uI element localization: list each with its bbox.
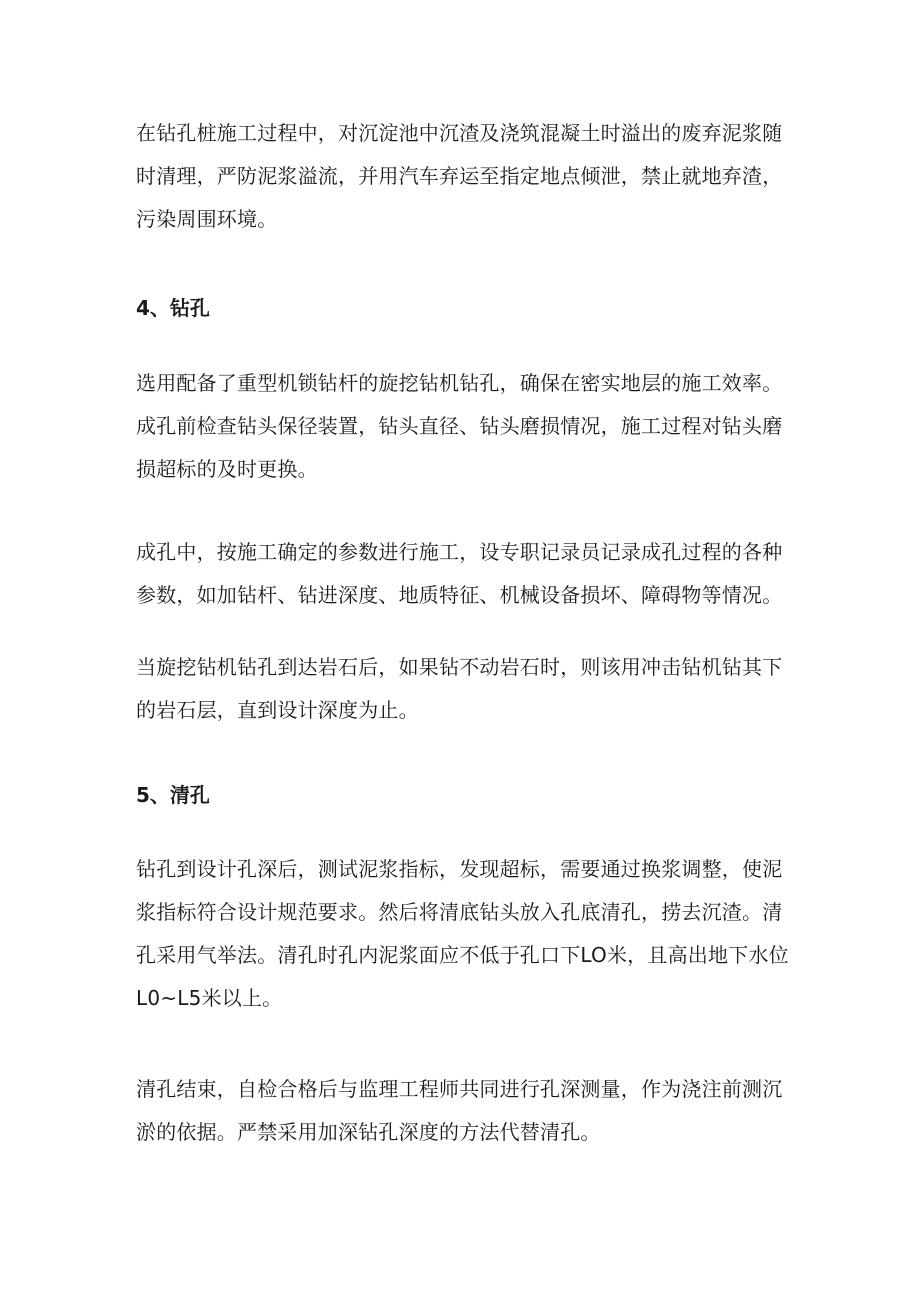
paragraph-waste-mud: 在钻孔桩施工过程中，对沉淀池中沉渣及浇筑混凝土时溢出的废弃泥浆随时清理，严防泥浆溢流，并用汽车弃运至指定地点倾泄，禁止就地弃渣，污染周围环境。 <box>136 121 783 231</box>
section-heading-hole-cleaning: 5、清孔 <box>136 783 210 807</box>
section-heading-drilling: 4、钻孔 <box>136 296 210 320</box>
paragraph-cleaning-method: 钻孔到设计孔深后，测试泥浆指标，发现超标，需要通过换浆调整，使泥浆指标符合设计规范要求。然后将清底钻头放入孔底清孔，捞去沉渣。清孔采用气举法。清孔时孔内泥浆面应不低于孔口下LO米，且高出地下水位L0~L5米以上。 <box>136 857 789 1010</box>
paragraph-rock-layer: 当旋挖钻机钻孔到达岩石后，如果钻不动岩石时，则该用冲击钻机钻其下的岩石层，直到设计深度为止。 <box>136 655 783 722</box>
paragraph-depth-measurement: 清孔结束，自检合格后与监理工程师共同进行孔深测量，作为浇注前测沉淤的依据。严禁采用加深钻孔深度的方法代替清孔。 <box>136 1077 783 1144</box>
paragraph-drill-rig: 选用配备了重型机锁钻杆的旋挖钻机钻孔，确保在密实地层的施工效率。成孔前检查钻头保径装置，钻头直径、钻头磨损情况，施工过程对钻头磨损超标的及时更换。 <box>136 371 783 481</box>
paragraph-drilling-parameters: 成孔中，按施工确定的参数进行施工，设专职记录员记录成孔过程的各种参数，如加钻杆、钻进深度、地质特征、机械设备损坏、障碍物等情况。 <box>136 540 783 607</box>
